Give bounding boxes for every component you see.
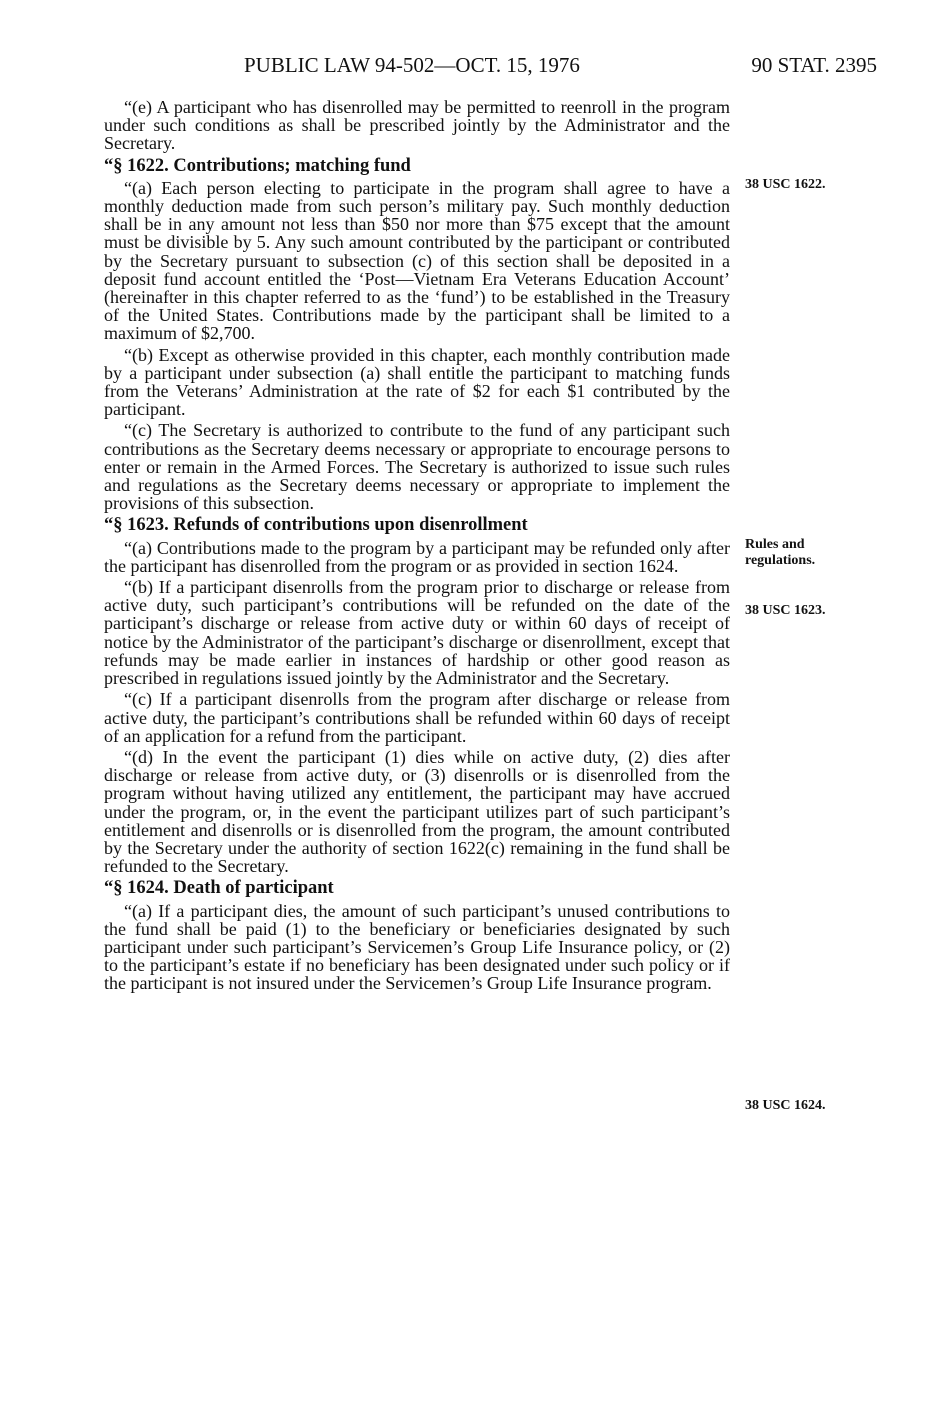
margin-note-usc-1623: 38 USC 1623. [745,603,826,618]
section-heading-1624: “§ 1624. Death of participant [104,878,334,899]
paragraph-1622-a: “(a) Each person electing to participate in the program shall agree to have a monthly deduction made from such person’s military pay. Such monthly deduction shall be in any amount not less than $50 nor more than $75 except that the amount must be divisible by 5. Any such amount contributed by the participant or contributed by the Secretary pursuant to subsection (c) of this section shall be deposited in a deposit fund account entitled the ‘Post—Vietnam Era Veterans Education Account’ (hereinafter in this chapter referred to as the ‘fund’) to be established in the Treasury of the United States. Contributions made by the participant shall be limited to a maximum of $2,700. [104,177,730,344]
margin-note-rules-line1: Rules and [745,537,805,552]
statute-text [104,98,730,996]
margin-note-usc-1624: 38 USC 1624. [745,1098,826,1113]
paragraph-1623-d: “(d) In the event the participant (1) dies while on active duty, (2) dies after discharge or release from active duty, or (3) disenrolls or is disenrolled from the program without having utilized any entitlement, the participant may have accrued under the program, or, in the event the participant utilizes part of such participant’s entitlement and disenrolls or is disenrolled from the program, the amount contributed by the Secretary under the authority of section 1622(c) remaining in the fund shall be refunded to the Secretary. [104,746,730,877]
paragraph-1622-b: “(b) Except as otherwise provided in this chapter, each monthly contribution made by a participant under subsection (a) shall entitle the participant to matching funds from the Veterans’ Administration at the rate of $2 for each $1 contributed by the participant. [104,344,730,420]
page-header [100,53,877,83]
margin-note-rules-line2: regulations. [745,553,816,568]
paragraph-1622-c: “(c) The Secretary is authorized to contribute to the fund of any participant such contributions as the Secretary deems necessary or appropriate to encourage persons to enter or remain in the Armed Forces. The Secretary is authorized to issue such rules and regulations as the Secretary deems necessary or appropriate to implement the provisions of this subsection. [104,420,730,514]
paragraph-1623-c: “(c) If a participant disenrolls from the program after discharge or release from active duty, the participant’s contributions shall be refunded within 60 days of receipt of an application for a refund from the participant. [104,689,730,746]
statute-reference: 90 STAT. 2395 [751,53,877,77]
paragraph-1623-b: “(b) If a participant disenrolls from the program prior to discharge or release from active duty, such participant’s contributions will be refunded on the date of the participant’s discharge or release from active duty or within 60 days of receipt of notice by the Administrator of the participant’s discharge or disenrollment, except that refunds may be made earlier in instances of hardship or other good reason as prescribed in regulations issued jointly by the Administrator and the Secretary. [104,577,730,689]
margin-note-usc-1622: 38 USC 1622. [745,177,826,192]
paragraph-1623-a: “(a) Contributions made to the program by a participant may be refunded only after the participant has disenrolled from the program or as provided in section 1624. [104,537,730,576]
section-heading-1622: “§ 1622. Contributions; matching fund [104,155,411,176]
section-heading-1623: “§ 1623. Refunds of contributions upon disenrollment [104,515,528,536]
law-title: PUBLIC LAW 94-502—OCT. 15, 1976 [244,53,580,77]
paragraph-1621-e: “(e) A participant who has disenrolled may be permitted to reenroll in the program under such conditions as shall be prescribed jointly by the Administrator and the Secretary. [104,97,730,154]
paragraph-1624-a: “(a) If a participant dies, the amount of such participant’s unused contributions to the fund shall be paid (1) to the beneficiary or beneficiaries designated by such participant under such participant’s Servicemen’s Group Life Insurance policy, or (2) to the participant’s estate if no beneficiary has been designated under such policy or if the participant is not insured under the Servicemen’s Group Life Insurance program. [104,900,730,994]
